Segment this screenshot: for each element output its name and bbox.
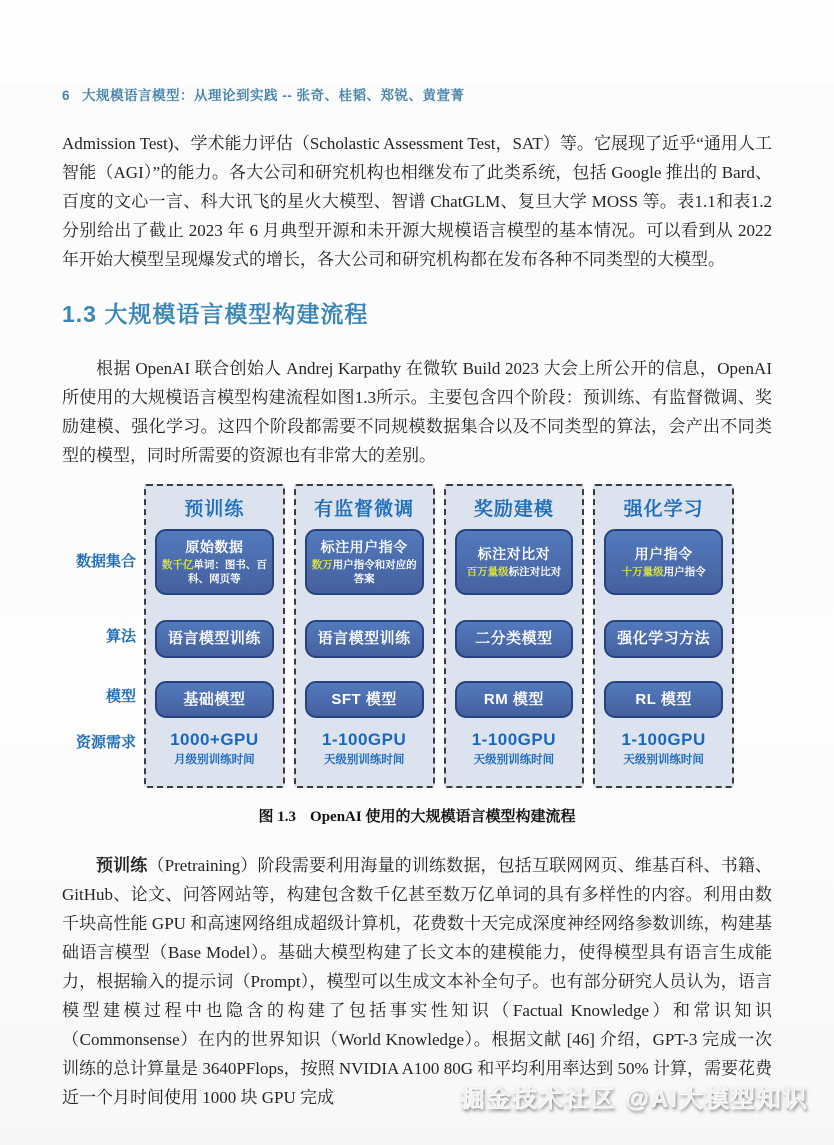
training-time: 天级别训练时间 — [323, 754, 405, 766]
dataset-detail-rest: 标注对比对 — [508, 566, 562, 579]
dataset-scale-highlight: 数千亿 — [161, 559, 194, 572]
section-title: 1.3 大规模语言模型构建流程 — [62, 301, 369, 327]
row-label-resources: 资源需求 — [75, 734, 136, 751]
row-label-model: 模型 — [105, 688, 136, 705]
gpu-count: 1-100GPU — [471, 730, 557, 749]
dataset-box-title: 标注对比对 — [477, 546, 551, 563]
model-box: SFT 模型 — [305, 681, 424, 718]
dataset-box-detail — [310, 559, 419, 586]
dataset-box — [455, 529, 574, 595]
model-box: RL 模型 — [604, 681, 723, 718]
dataset-box-detail — [160, 559, 269, 586]
model-box: 基础模型 — [155, 681, 274, 718]
resource-requirement — [604, 730, 723, 767]
stage-column-rl — [593, 484, 734, 788]
figure-stage-columns — [144, 484, 734, 788]
stage-column-reward-modeling — [444, 484, 585, 788]
dataset-box-detail — [609, 566, 718, 580]
dataset-scale-highlight: 数万 — [311, 559, 333, 572]
resource-requirement — [305, 730, 424, 767]
dataset-box-title: 用户指令 — [634, 546, 693, 563]
page-number: 6 — [62, 88, 71, 103]
pretraining-paragraph-text: （Pretraining）阶段需要利用海量的训练数据，包括互联网网页、维基百科、书籍、GitHub、论文、问答网站等，构建包含数千亿甚至数万亿单词的具有多样性的内容。利用由数千块高性能 GPU 和高速网络组成超级计算机，花费数十天完成深度神经网络参数训练，构建基础语言模型（Base Model）。基础大模型构建了长文本的建模能力，使得模型具有语言生成能力，根据输入的提示词（Prompt），模型可以生成文本补全句子。也有部分研究人员认为，语言模型建模过程中也隐含的构建了包括事实性知识（Factual Knowledge）和常识知识（Commonsense）在内的世界知识（World Knowledge）。根据文献 [46] 介绍，GPT-3 完成一次训练的总计算量是 3640PFlops，按照 NVIDIA A100 80G 和平均利用率达到 50% 计算，需要花费近一个月时间使用 1000 块 GPU 完成 — [62, 856, 772, 1107]
dataset-box — [604, 529, 723, 595]
figure-caption-label: 图 1.3 — [258, 809, 297, 825]
resource-requirement — [455, 730, 574, 767]
watermark: 掘金技术社区 @AI大模型知识 — [459, 1085, 808, 1112]
algorithm-box: 语言模型训练 — [155, 620, 274, 658]
running-head — [62, 84, 772, 104]
dataset-detail-rest: 用户指令 — [663, 566, 706, 579]
book-page — [0, 84, 834, 1112]
dataset-box — [305, 529, 424, 595]
training-time: 月级别训练时间 — [174, 754, 255, 766]
training-time: 天级别训练时间 — [473, 754, 555, 766]
stage-column-pretrain — [144, 484, 285, 788]
dataset-box-title: 标注用户指令 — [320, 539, 408, 556]
training-time: 天级别训练时间 — [623, 754, 704, 766]
pretraining-lead-term: 预训练 — [96, 856, 148, 875]
stage-column-sft — [294, 484, 435, 788]
section-paragraph: 根据 OpenAI 联合创始人 Andrej Karpathy 在微软 Build 2023 大会上所公开的信息，OpenAI 所使用的大规模语言模型构建流程如图1.3所示。主要包含四个阶段：预训练、有监督微调、奖励建模、强化学习。这四个阶段都需要不同规模数据集合以及不同类型的算法，会产出不同类型的模型，同时所需要的资源也有非常大的差别。 — [62, 359, 772, 465]
dataset-box — [155, 529, 274, 595]
gpu-count: 1-100GPU — [621, 730, 706, 749]
dataset-box-detail — [460, 566, 569, 580]
running-head-title: 大规模语言模型：从理论到实践 -- 张奇、桂韬、郑锐、黄萱菁 — [82, 88, 465, 103]
dataset-scale-highlight: 百万量级 — [466, 566, 509, 579]
stage-title: 强化学习 — [623, 499, 704, 520]
gpu-count: 1000+GPU — [170, 730, 259, 749]
stage-title: 有监督微调 — [314, 499, 415, 520]
row-label-dataset: 数据集合 — [75, 553, 136, 570]
figure-row-labels — [62, 484, 144, 788]
intro-paragraph: Admission Test)、学术能力评估（Scholastic Assessment Test，SAT）等。它展现了近乎“通用人工智能（AGI）”的能力。各大公司和研究机构也相继发布了此类系统，包括 Google 推出的 Bard、百度的文心一言、科大讯飞的星火大模型、智谱 ChatGLM、复旦大学 MOSS 等。表1.1和表1.2分别给出了截止 2023 年 6 月典型开源和未开源大规模语言模型的基本情况。可以看到从 2022 年开始大模型呈现爆发式的增长，各大公司和研究机构都在发布各种不同类型的大模型。 — [62, 134, 772, 269]
figure-caption-text: OpenAI 使用的大规模语言模型构建流程 — [310, 809, 576, 825]
dataset-detail-rest: 用户指令和对应的答案 — [332, 559, 417, 585]
algorithm-box: 语言模型训练 — [305, 620, 424, 658]
stage-title: 奖励建模 — [473, 499, 554, 520]
resource-requirement — [155, 730, 274, 767]
dataset-scale-highlight: 十万量级 — [621, 566, 664, 579]
gpu-count: 1-100GPU — [321, 730, 407, 749]
row-label-algorithm: 算法 — [105, 628, 136, 645]
pretraining-paragraph — [62, 851, 772, 1112]
algorithm-box: 二分类模型 — [455, 620, 574, 658]
model-box: RM 模型 — [455, 681, 574, 718]
stage-title: 预训练 — [184, 499, 245, 520]
dataset-box-title: 原始数据 — [185, 539, 244, 556]
figure-caption — [62, 805, 772, 826]
algorithm-box: 强化学习方法 — [604, 620, 723, 658]
dataset-detail-rest: 单词：图书、百科、网页等 — [188, 559, 267, 585]
figure-1-3 — [62, 484, 734, 788]
